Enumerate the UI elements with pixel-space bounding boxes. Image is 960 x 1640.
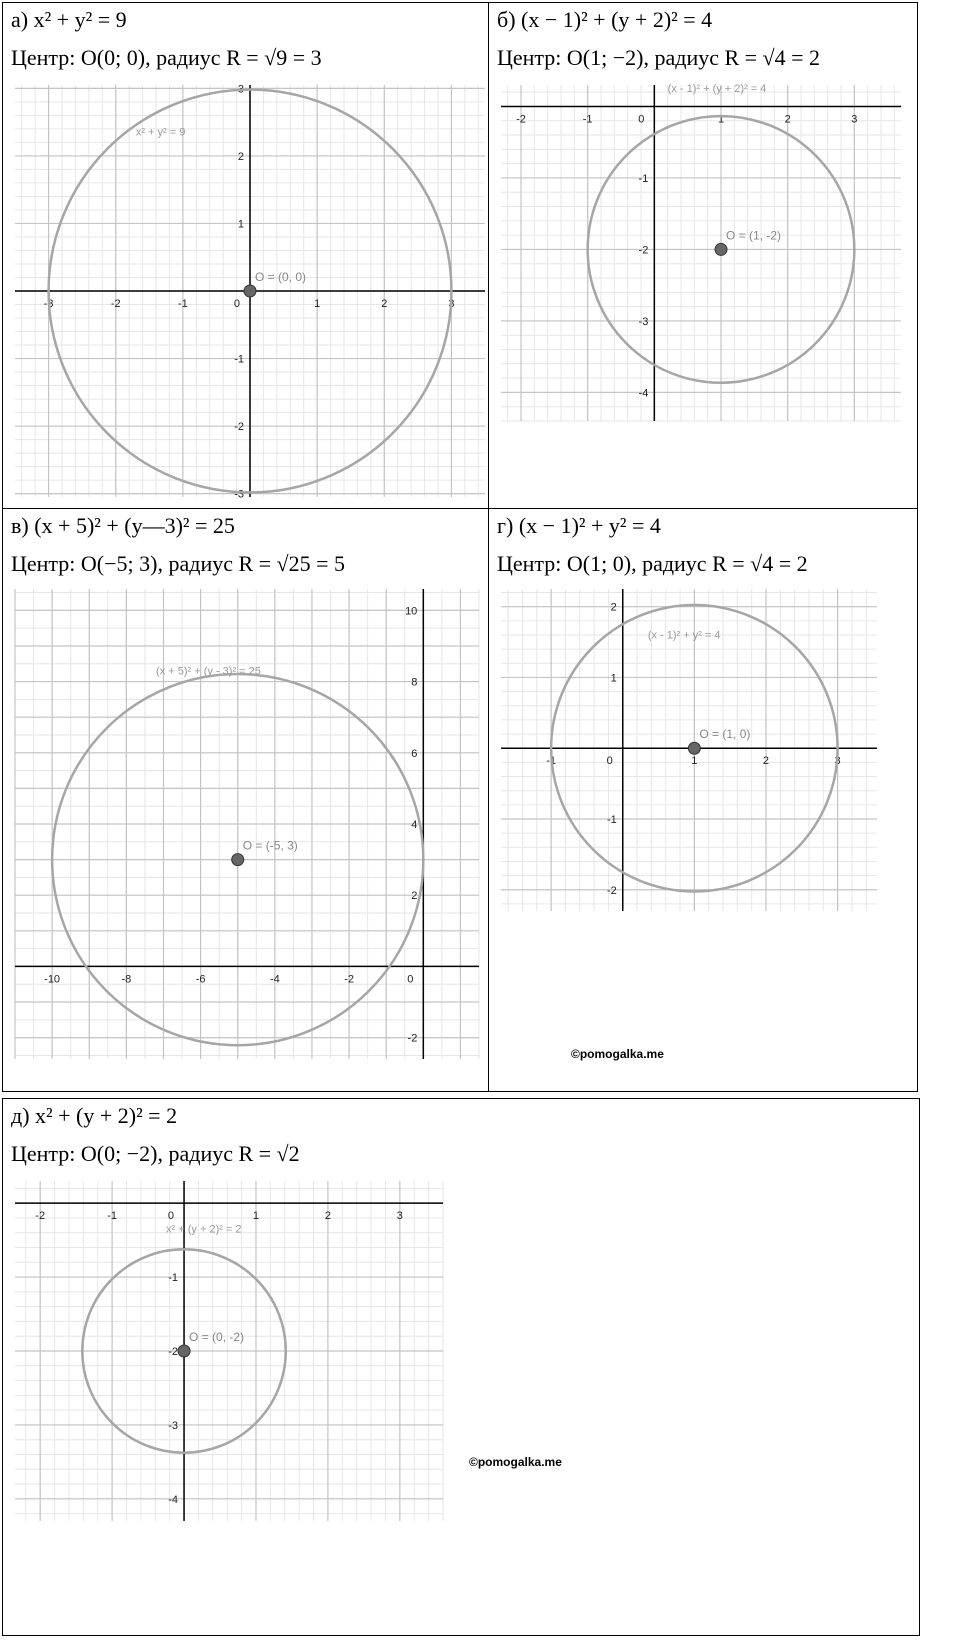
- problem-b-panel: [488, 2, 918, 510]
- watermark: ©pomogalka.me: [571, 1047, 664, 1061]
- y-tick-label: -3: [638, 315, 649, 328]
- x-tick-label: 1: [717, 113, 725, 126]
- y-tick-label: 2: [411, 890, 418, 903]
- problem-v-graph: [15, 589, 479, 1059]
- problem-v-panel: [2, 508, 490, 1092]
- problem-d-center-radius: Центр: O(0; −2), радиус R = √2: [11, 1141, 300, 1166]
- y-tick-label: -3: [234, 488, 244, 501]
- y-tick-label: 2: [237, 150, 244, 163]
- x-tick-label: 3: [448, 298, 455, 310]
- x-tick-label: -2: [110, 298, 121, 310]
- center-point-label: O = (1, -2): [726, 228, 782, 243]
- problem-a-equation: а) x² + y² = 9: [11, 7, 127, 32]
- x-tick-label: 2: [381, 298, 388, 310]
- origin-label: 0: [638, 113, 645, 126]
- x-tick-label: -4: [269, 973, 280, 986]
- x-tick-label: -1: [177, 298, 188, 310]
- origin-label: 0: [606, 755, 613, 768]
- x-tick-label: -2: [35, 1210, 46, 1223]
- problem-g-panel: [488, 508, 918, 1092]
- x-tick-label: 2: [324, 1210, 331, 1223]
- problem-d-equation: д) x² + (y + 2)² = 2: [11, 1103, 178, 1128]
- center-point-label: O = (1, 0): [699, 727, 751, 742]
- y-tick-label: -1: [606, 814, 617, 826]
- y-tick-label: -3: [168, 1419, 179, 1432]
- problem-b-graph: [501, 85, 901, 421]
- problem-v-equation: в) (x + 5)² + (y—3)² = 25: [11, 513, 235, 538]
- center-point: [715, 243, 727, 255]
- problem-g-center-radius: Центр: O(1; 0), радиус R = √4 = 2: [497, 551, 808, 576]
- y-tick-label: 1: [237, 218, 244, 231]
- center-point: [244, 285, 256, 297]
- x-tick-label: 1: [691, 755, 698, 768]
- center-point-label: O = (0, -2): [189, 1330, 245, 1344]
- problem-a-center-radius: Центр: O(0; 0), радиус R = √9 = 3: [11, 45, 322, 70]
- x-tick-label: -10: [44, 973, 61, 986]
- origin-label: 0: [167, 1210, 175, 1223]
- watermark: ©pomogalka.me: [469, 1455, 562, 1469]
- center-point-label: O = (0, 0): [255, 270, 307, 284]
- circle-equation-label: (x - 1)² + y² = 4: [647, 629, 721, 642]
- x-tick-label: -6: [195, 973, 206, 986]
- y-tick-label: 10: [405, 605, 418, 618]
- x-tick-label: -1: [582, 113, 593, 126]
- y-tick-label: 6: [411, 747, 418, 760]
- x-tick-label: 1: [252, 1210, 260, 1223]
- x-tick-label: 1: [314, 298, 321, 310]
- x-tick-label: -3: [43, 298, 54, 310]
- y-tick-label: 8: [411, 676, 418, 689]
- center-point: [178, 1345, 190, 1357]
- problem-b-center-radius: Центр: O(1; −2), радиус R = √4 = 2: [497, 45, 821, 70]
- problem-a-panel: [2, 2, 490, 510]
- x-tick-label: 2: [762, 755, 770, 768]
- x-tick-label: -1: [107, 1210, 117, 1223]
- origin-label: 0: [233, 298, 240, 310]
- x-tick-label: -1: [546, 755, 557, 768]
- y-tick-label: 1: [610, 672, 617, 685]
- center-point-label: O = (-5, 3): [242, 838, 298, 853]
- y-tick-label: -4: [638, 387, 649, 400]
- y-tick-label: 3: [237, 83, 244, 96]
- y-tick-label: -4: [168, 1493, 179, 1506]
- problem-d-panel: [2, 1098, 920, 1636]
- x-tick-label: 3: [851, 113, 858, 126]
- problem-b-equation: б) (x − 1)² + (y + 2)² = 4: [497, 7, 713, 32]
- x-tick-label: 3: [834, 755, 841, 768]
- x-tick-label: 3: [396, 1210, 403, 1223]
- y-tick-label: -2: [638, 244, 649, 257]
- y-tick-label: -2: [168, 1346, 179, 1358]
- problem-v-center-radius: Центр: O(−5; 3), радиус R = √25 = 5: [11, 551, 346, 576]
- y-tick-label: -2: [234, 421, 244, 434]
- problem-g-graph: [501, 589, 877, 911]
- problem-d-graph: [15, 1181, 443, 1521]
- circle-equation-label: (x - 1)² + (y + 2)² = 4: [667, 83, 767, 96]
- y-tick-label: -2: [407, 1032, 418, 1045]
- circle-equation-label: x² + (y + 2)² = 2: [166, 1223, 242, 1236]
- y-tick-label: -1: [168, 1272, 179, 1285]
- x-tick-label: -8: [121, 973, 132, 986]
- problem-g-equation: г) (x − 1)² + y² = 4: [497, 513, 661, 538]
- x-tick-label: -2: [344, 973, 354, 986]
- y-tick-label: 2: [610, 601, 617, 614]
- circle-equation-label: x² + y² = 9: [135, 126, 186, 139]
- circle-equation-label: (x + 5)² + (y - 3)² = 25: [156, 665, 261, 678]
- x-tick-label: -2: [516, 113, 526, 126]
- origin-label: 0: [407, 973, 414, 986]
- problem-a-graph: [15, 83, 485, 501]
- y-tick-label: -1: [638, 172, 649, 185]
- center-point: [688, 742, 700, 754]
- y-tick-label: 4: [411, 819, 418, 831]
- y-tick-label: -1: [234, 353, 244, 366]
- y-tick-label: -2: [606, 884, 617, 897]
- center-point: [232, 854, 244, 866]
- x-tick-label: 2: [784, 113, 791, 126]
